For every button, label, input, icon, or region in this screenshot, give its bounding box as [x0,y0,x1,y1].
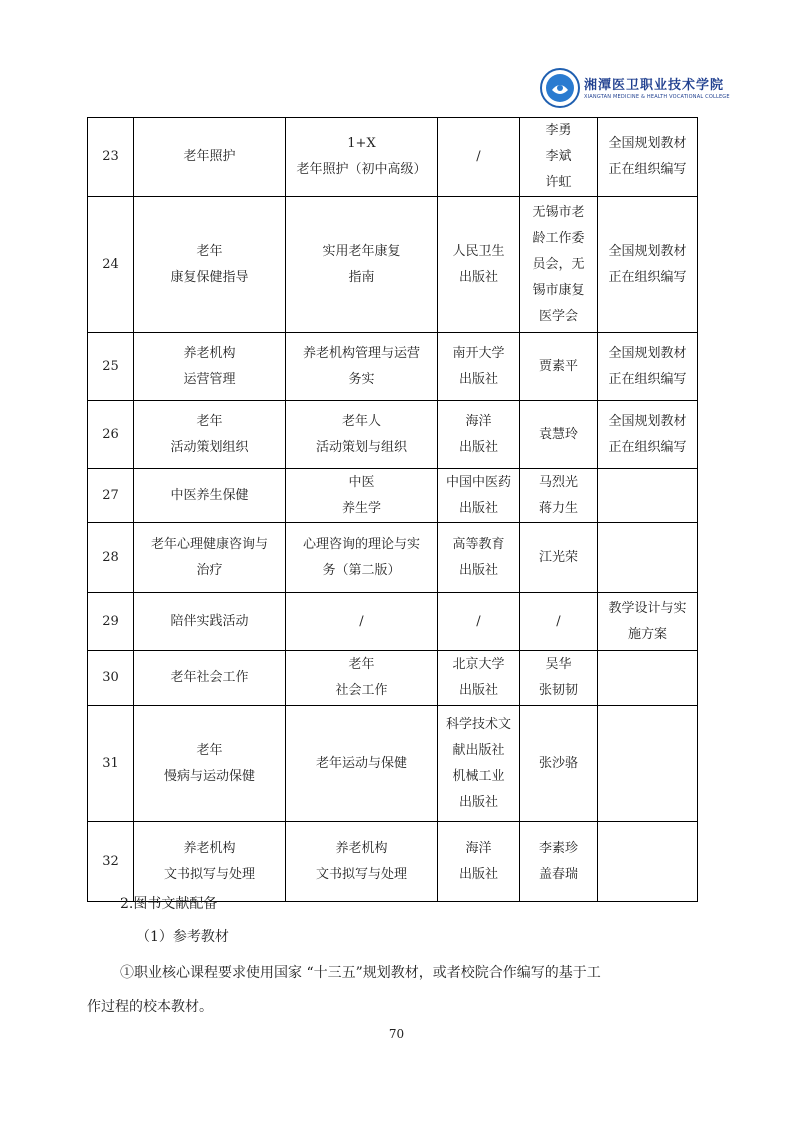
author-cell: 吴华 张韧韧 [520,651,598,706]
course-name-cell: 老年 活动策划组织 [134,401,286,469]
author-cell: 李勇 李斌 许虹 [520,118,598,197]
table-row [88,197,698,333]
row-number: 28 [88,523,134,593]
college-logo [540,68,730,110]
publisher-cell: / [438,593,520,651]
college-emblem-icon [540,68,580,108]
subsection-heading: （1）参考教材 [136,929,229,945]
author-cell: 无锡市老 龄工作委 员会，无 锡市康复 医学会 [520,197,598,333]
course-name-cell: 老年 康复保健指导 [134,197,286,333]
row-number: 25 [88,333,134,401]
logo-title: 湘潭医卫职业技术学院 [584,78,725,93]
row-number: 24 [88,197,134,333]
author-cell: / [520,593,598,651]
author-cell: 张沙骆 [520,706,598,822]
row-number: 31 [88,706,134,822]
note-cell [598,822,698,902]
course-name-cell: 老年心理健康咨询与 治疗 [134,523,286,593]
publisher-cell: 海洋 出版社 [438,822,520,902]
note-cell [598,523,698,593]
table-row [88,523,698,593]
course-name-cell: 老年照护 [134,118,286,197]
author-cell: 马烈光 蒋力生 [520,469,598,523]
course-name-cell: 陪伴实践活动 [134,593,286,651]
logo-subtitle: XIANGTAN MEDICINE & HEALTH VOCATIONAL COLLEGE [584,94,730,100]
course-name-cell: 老年 慢病与运动保健 [134,706,286,822]
publisher-cell: 海洋 出版社 [438,401,520,469]
table-row [88,118,698,197]
textbook-name-cell: 老年 社会工作 [286,651,438,706]
publisher-cell: / [438,118,520,197]
note-cell [598,706,698,822]
note-cell: 教学设计与实 施方案 [598,593,698,651]
paragraph-line: 作过程的校本教材。 [87,999,213,1015]
publisher-cell: 南开大学 出版社 [438,333,520,401]
author-cell: 袁慧玲 [520,401,598,469]
author-cell: 贾素平 [520,333,598,401]
table-row [88,593,698,651]
course-name-cell: 老年社会工作 [134,651,286,706]
table-row [88,651,698,706]
textbook-name-cell: 老年人 活动策划与组织 [286,401,438,469]
course-name-cell: 养老机构 文书拟写与处理 [134,822,286,902]
note-cell [598,469,698,523]
row-number: 29 [88,593,134,651]
textbook-table [87,117,698,902]
table-row [88,706,698,822]
textbook-name-cell: 实用老年康复 指南 [286,197,438,333]
course-name-cell: 养老机构 运营管理 [134,333,286,401]
textbook-name-cell: 1+X 老年照护（初中高级） [286,118,438,197]
paragraph-line: ①职业核心课程要求使用国家 “十三五”规划教材，或者校院合作编写的基于工 [120,965,601,981]
textbook-name-cell: 养老机构管理与运营 务实 [286,333,438,401]
textbook-name-cell: 心理咨询的理论与实 务（第二版） [286,523,438,593]
row-number: 23 [88,118,134,197]
row-number: 27 [88,469,134,523]
textbook-name-cell: / [286,593,438,651]
row-number: 30 [88,651,134,706]
textbook-name-cell: 养老机构 文书拟写与处理 [286,822,438,902]
table-row [88,333,698,401]
textbook-name-cell: 中医 养生学 [286,469,438,523]
table-row [88,469,698,523]
row-number: 32 [88,822,134,902]
note-cell: 全国规划教材 正在组织编写 [598,401,698,469]
note-cell: 全国规划教材 正在组织编写 [598,197,698,333]
textbook-name-cell: 老年运动与保健 [286,706,438,822]
note-cell: 全国规划教材 正在组织编写 [598,118,698,197]
table-body [88,118,698,902]
publisher-cell: 高等教育 出版社 [438,523,520,593]
publisher-cell: 人民卫生 出版社 [438,197,520,333]
section-heading: 2.图书文献配备 [120,896,218,912]
table-row [88,822,698,902]
publisher-cell: 科学技术文 献出版社 机械工业 出版社 [438,706,520,822]
table-row [88,401,698,469]
note-cell: 全国规划教材 正在组织编写 [598,333,698,401]
course-name-cell: 中医养生保健 [134,469,286,523]
author-cell: 江光荣 [520,523,598,593]
publisher-cell: 中国中医药 出版社 [438,469,520,523]
page-number: 70 [388,1027,405,1041]
row-number: 26 [88,401,134,469]
publisher-cell: 北京大学 出版社 [438,651,520,706]
author-cell: 李素珍 盖春瑞 [520,822,598,902]
note-cell [598,651,698,706]
